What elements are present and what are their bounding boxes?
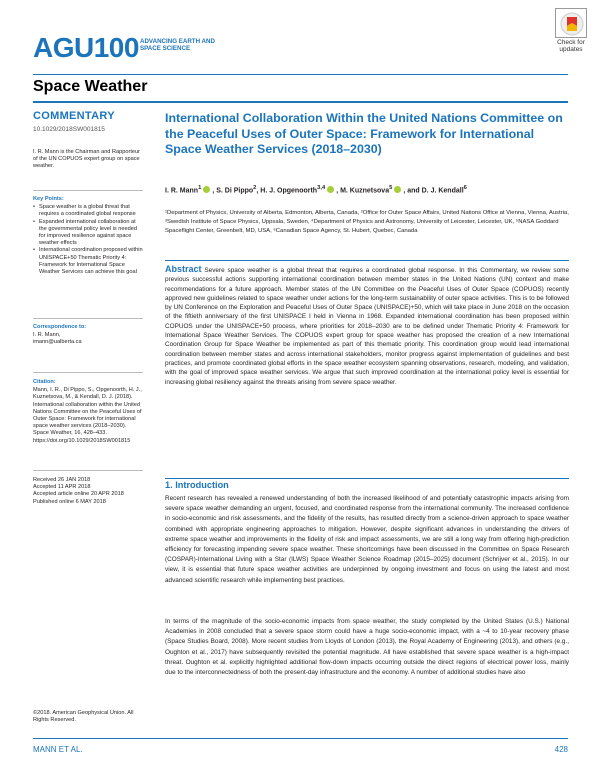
journal-rule — [33, 101, 568, 103]
crossmark-icon — [555, 8, 587, 38]
author-sup: 3,4 — [317, 185, 326, 191]
page-number: 428 — [554, 745, 568, 754]
agu100-logo — [33, 33, 293, 65]
citation-text: Mann, I. R., Di Pippo, S., Opgenoorth, H. J., Kuznetsova, M., & Kendall, D. J. (2018). International collaboration within the United Nations Committee on the Peaceful Uses of Outer Space: Framework for international space weather services (2018–2030). Space Weather, 16, 428–433. https://doi.org/10.1029/2018SW001815 — [33, 387, 142, 444]
author-sup: 5 — [389, 185, 393, 191]
body-paragraph: In terms of the magnitude of the socio-economic impacts from space weather, the study completed by the United States (U.S.) National Academies in 2008 concluded that a severe space storm could have a huge socio-economic impact, with a ~4 to 10-year recovery phase (Space Studies Board, 2008). More recent studies from Lloyds of London (2013), the Royal Academy of Engineering (2013), and others (e.g., Oughton et al., 2017) have subsequently revisited the potential magnitude. All have established that severe space weather is a high-impact threat. Oughton et al. explicitly highlighted additional flow-down impacts occurring outside the direct regions of electrical power loss, mainly due to the interconnectedness of both the present-day infrastructure and the economy. A number of additional studies have also — [165, 618, 569, 677]
date-received: Received 26 JAN 2018 — [33, 477, 91, 483]
section-rule — [165, 478, 569, 479]
orcid-icon[interactable] — [327, 186, 334, 193]
author-note: I. R. Mann is the Chairman and Rapporteur of the UN COPUOS expert group on space weather. — [33, 149, 140, 170]
key-point-item: • Space weather is a global threat that requires a coordinated global response — [33, 204, 143, 218]
author-name: S. Di Pippo — [216, 187, 254, 195]
date-accepted: Accepted 11 APR 2018 — [33, 484, 91, 491]
author-name: M. Kuznetsova — [340, 187, 390, 195]
abstract-label: Abstract — [165, 264, 202, 274]
author-name: H. J. Opgenoorth — [260, 187, 318, 195]
correspondence-email[interactable]: imann@ualberta.ca — [33, 339, 82, 346]
date-published: Published online 6 MAY 2018 — [33, 498, 106, 505]
abstract-text: Severe space weather is a global threat that requires a coordinated global response. In this Commentary, we review some previous successful actions supporting international coordination between member states in the United Nations (UN) context and make recommendations for a future approach. Member states of the UN Committee on the Peaceful Uses of Outer Space (COPUOS) recently approved new guidelines related to space weather under actions for the long-term sustainability of outer space activities. This is to be followed by UN Conference on the Exploration and Peaceful Uses of Outer Space (UNISPACE)+50, which will take place in June 2018 on the occasion of the fiftieth anniversary of the first UNISPACE I held in Vienna in 1968. Expanded international coordination has been proposed within COPUOS under the UNISPACE+50 process, where priorities for 2018–2030 are to be defined under Thematic Priority 4: Framework for International Space Weather Services. The COPUOS expert group for space weather has proposed the creation of a new International Coordination Group for Space Weather be implemented as part of this thematic priority. This coordination group would lead international coordination between member states and across international stakeholders, monitor progress against implementation of guidelines and best practices, and promote coordinated global efforts in the space weather ecosystem spanning observations, research, modeling, and validation, with the goal of improved space weather services. We argue that such improved coordination at the international policy level is essential for increasing global resiliency against the threats arising from severe space weather. — [165, 267, 569, 386]
affiliations: ¹Department of Physics, University of Alberta, Edmonton, Alberta, Canada, ²Office for Outer Space Affairs, United Nations Office at Vienna, Vienna, Austria, ³Swedish Institute of Space Physics, Uppsala, Sweden, ⁴Department of Physics and Astronomy, University of Leicester, Leicester, UK, ⁵NASA Goddard Spaceflight Center, Greenbelt, MD, USA, ⁶Canadian Space Agency, St. Hubert, Quebec, Canada — [165, 210, 569, 234]
section-heading: 1. Introduction — [165, 480, 229, 490]
author-name: I. R. Mann — [165, 187, 199, 195]
author-sup: 2 — [253, 185, 257, 191]
date-online: Accepted article online 20 APR 2018 — [33, 491, 124, 498]
footer-rule — [33, 738, 568, 739]
header-rule — [33, 74, 568, 75]
sidebar-divider — [33, 470, 143, 471]
key-point-item: • International coordination proposed within UNISPACE+50 Thematic Priority 4: Framework for International Space Weather Services can achieve this goal — [33, 247, 143, 276]
key-points-list — [33, 204, 143, 276]
correspondence-name: I. R. Mann, — [33, 332, 61, 339]
copyright: ©2018. American Geophysical Union. All Rights Reserved. — [33, 710, 134, 724]
crossmark-badge[interactable] — [552, 8, 590, 58]
sidebar-divider — [33, 190, 143, 191]
logo-main-text: AGU100 — [33, 32, 139, 63]
body-paragraph: Recent research has revealed a renewed understanding of both the increased likelihood of and potentially catastrophic impacts arising from severe space weather demanding an urgent, focused, and coordinated response from the international community. The increased confidence in socio-economic and risk assessments, and the fidelity of the results, has resulted directly from a science-driven approach to space weather combined with appropriate engineering approaches to mitigation. However, despite significant advances in understanding the drivers of extreme space weather and improvements in the fidelity of risk and impact assessments, we are still a long way from offering high-prediction efficiency for forecasting impending severe space weather. These shortcomings have been discussed in the Committee on Space Research (COSPAR)-International Living with a Star (ILWS) Space Weather Science Roadmap (2015–2025) document (Schrijver et al., 2015). In our view, it is essential that future space weather activities are underpinned by ongoing investment and focus on using the latest and most advanced scientific research while implementing best practices. — [165, 495, 569, 584]
author-name: and D. J. Kendall — [407, 187, 464, 195]
orcid-icon[interactable] — [203, 186, 210, 193]
author-sup: 6 — [463, 185, 467, 191]
journal-name: Space Weather — [33, 78, 148, 95]
abstract — [165, 265, 569, 387]
citation-heading: Citation: — [33, 379, 56, 385]
article-type: COMMENTARY — [33, 110, 115, 122]
sidebar-divider — [33, 372, 143, 373]
orcid-icon[interactable] — [394, 186, 401, 193]
logo-tagline: ADVANCING EARTH AND SPACE SCIENCE — [140, 38, 215, 52]
crossmark-label: Check for updates — [557, 39, 585, 53]
abstract-rule — [165, 260, 569, 261]
key-point-item: • Expanded international collaboration at the governmental policy level is needed for improved resilience against space weather effects — [33, 219, 143, 248]
key-points-heading: Key Points: — [33, 196, 64, 202]
sidebar-divider — [33, 318, 143, 319]
key-points — [33, 196, 143, 276]
citation — [33, 379, 143, 445]
author-list: I. R. Mann$^1$ , S. Di Pippo$^2$, H. J. Opgenoorth$^{3,4}$ , M. Kuznetsova$^5$ , and D. J. Kendall$^6$ — [165, 185, 467, 195]
article-doi[interactable]: 10.1029/2018SW001815 — [33, 126, 105, 133]
correspondence-heading: Correspondence to: — [33, 324, 87, 330]
running-head: MANN ET AL. — [33, 745, 83, 754]
author-sup: 1 — [198, 185, 202, 191]
correspondence — [33, 324, 143, 347]
article-title: International Collaboration Within the United Nations Committee on the Peaceful Uses of Outer Space: Framework for International Space Weather Services (2018–2030) — [165, 111, 563, 156]
article-dates — [33, 477, 143, 506]
